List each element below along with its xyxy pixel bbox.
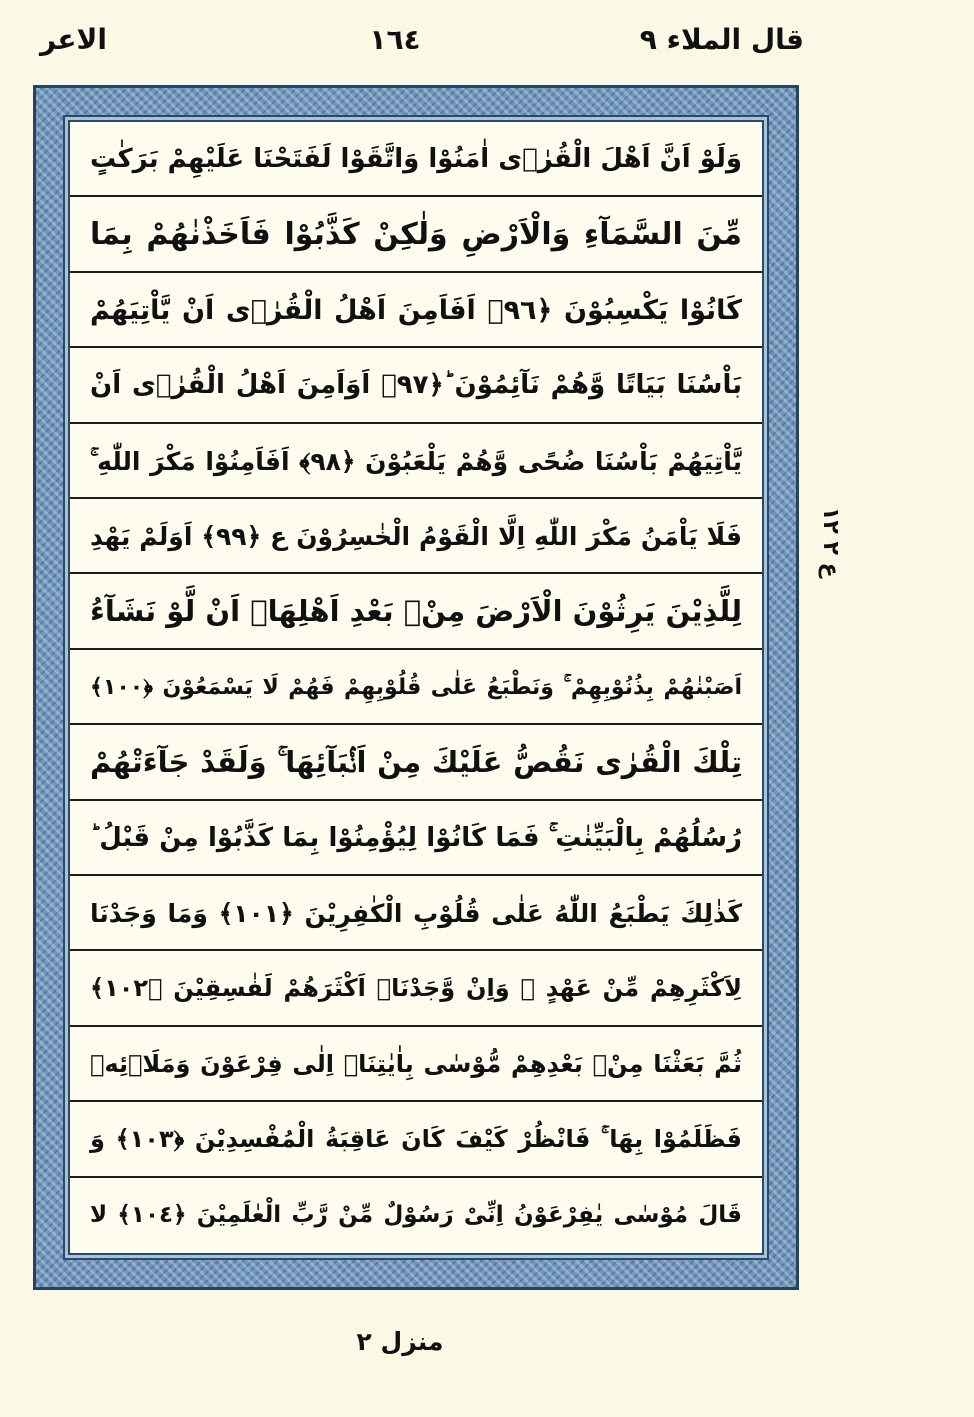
verse-line: وَلَوْ اَنَّ اَهْلَ الْقُرٰۤى اٰمَنُوْا وَاتَّقَوْا لَفَتَحْنَا عَلَيْهِمْ بَرَكٰتٍ — [70, 122, 762, 197]
verse-line: قَالَ مُوْسٰى يٰفِرْعَوْنُ اِنِّىْ رَسُوْلٌ مِّنْ رَّبِّ الْعٰلَمِيْنَ ﴿١٠٤﴾ لا — [90, 1201, 742, 1228]
verse-line: ثُمَّ بَعَثْنَا مِنْۢ بَعْدِهِمْ مُّوْسٰى بِاٰيٰتِنَاۤ اِلٰى فِرْعَوْنَ وَمَلَا۟ئِهٖ — [70, 1027, 762, 1102]
verse-line: بَاْسُنَا بَيَاتًا وَّهُمْ نَآئِمُوْنَ ؕ﴿٩٧﴾ اَوَاَمِنَ اَهْلُ الْقُرٰۤى اَنْ — [70, 348, 762, 423]
verse-line: فَظَلَمُوْا بِهَا ۚ فَانْظُرْ كَيْفَ كَانَ عَاقِبَةُ الْمُفْسِدِيْنَ ﴿١٠٣﴾ وَ — [70, 1102, 762, 1177]
verse-line: تِلْكَ الْقُرٰى نَقُصُّ عَلَيْكَ مِنْ اَنْۢبَآئِهَا ۚ وَلَقَدْ جَآءَتْهُمْ — [70, 725, 762, 800]
manzil-footer: منزل ٢ — [356, 1327, 444, 1356]
ornamental-border — [33, 85, 799, 1290]
verse-line: اَصَبْنٰهُمْ بِذُنُوْبِهِمْ ۚ وَنَطْبَعُ عَلٰى قُلُوْبِهِمْ فَهُمْ لَا يَسْمَعُوْنَ ﴿١٠٠﴾ — [70, 650, 762, 725]
verse-line: كَذٰلِكَ يَطْبَعُ اللّٰهُ عَلٰى قُلُوْبِ الْكٰفِرِيْنَ ﴿١٠١﴾ وَمَا وَجَدْنَا — [70, 876, 762, 951]
verse-line: يَّاْتِيَهُمْ بَاْسُنَا ضُحًى وَّهُمْ يَلْعَبُوْنَ ﴿٩٨﴾ اَفَاَمِنُوْا مَكْرَ اللّٰهِ ۚ — [70, 424, 762, 499]
verse-line: لِاَكْثَرِهِمْ مِّنْ عَهْدٍ ۚ وَاِنْ وَّجَدْنَاۤ اَكْثَرَهُمْ لَفٰسِقِيْنَ ﴿١٠٢﴾ — [70, 951, 762, 1026]
juz-title: قال الملاء ٩ — [639, 23, 804, 56]
text-panel — [68, 120, 764, 1255]
page-number: ١٦٤ — [369, 23, 421, 56]
verse-line: لِلَّذِيْنَ يَرِثُوْنَ الْاَرْضَ مِنْۢ بَعْدِ اَهْلِهَاۤ اَنْ لَّوْ نَشَآءُ — [70, 574, 762, 649]
verse-line: مِّنَ السَّمَآءِ وَالْاَرْضِ وَلٰكِنْ كَذَّبُوْا فَاَخَذْنٰهُمْ بِمَا — [70, 197, 762, 272]
verse-line: فَلَا يَاْمَنُ مَكْرَ اللّٰهِ اِلَّا الْقَوْمُ الْخٰسِرُوْنَ ع ﴿٩٩﴾ اَوَلَمْ يَهْدِ — [70, 499, 762, 574]
surah-title: الاعر — [40, 23, 107, 56]
ruku-marker: ع ٢ ١٢ — [818, 507, 843, 578]
verse-line: رُسُلُهُمْ بِالْبَيِّنٰتِ ۚ فَمَا كَانُوْا لِيُؤْمِنُوْا بِمَا كَذَّبُوْا مِنْ قَبْلُ ؕ — [70, 801, 762, 876]
verse-line: كَانُوْا يَكْسِبُوْنَ ﴿٩٦﴾ اَفَاَمِنَ اَهْلُ الْقُرٰۤى اَنْ يَّاْتِيَهُمْ — [70, 273, 762, 348]
page-header — [0, 0, 974, 80]
